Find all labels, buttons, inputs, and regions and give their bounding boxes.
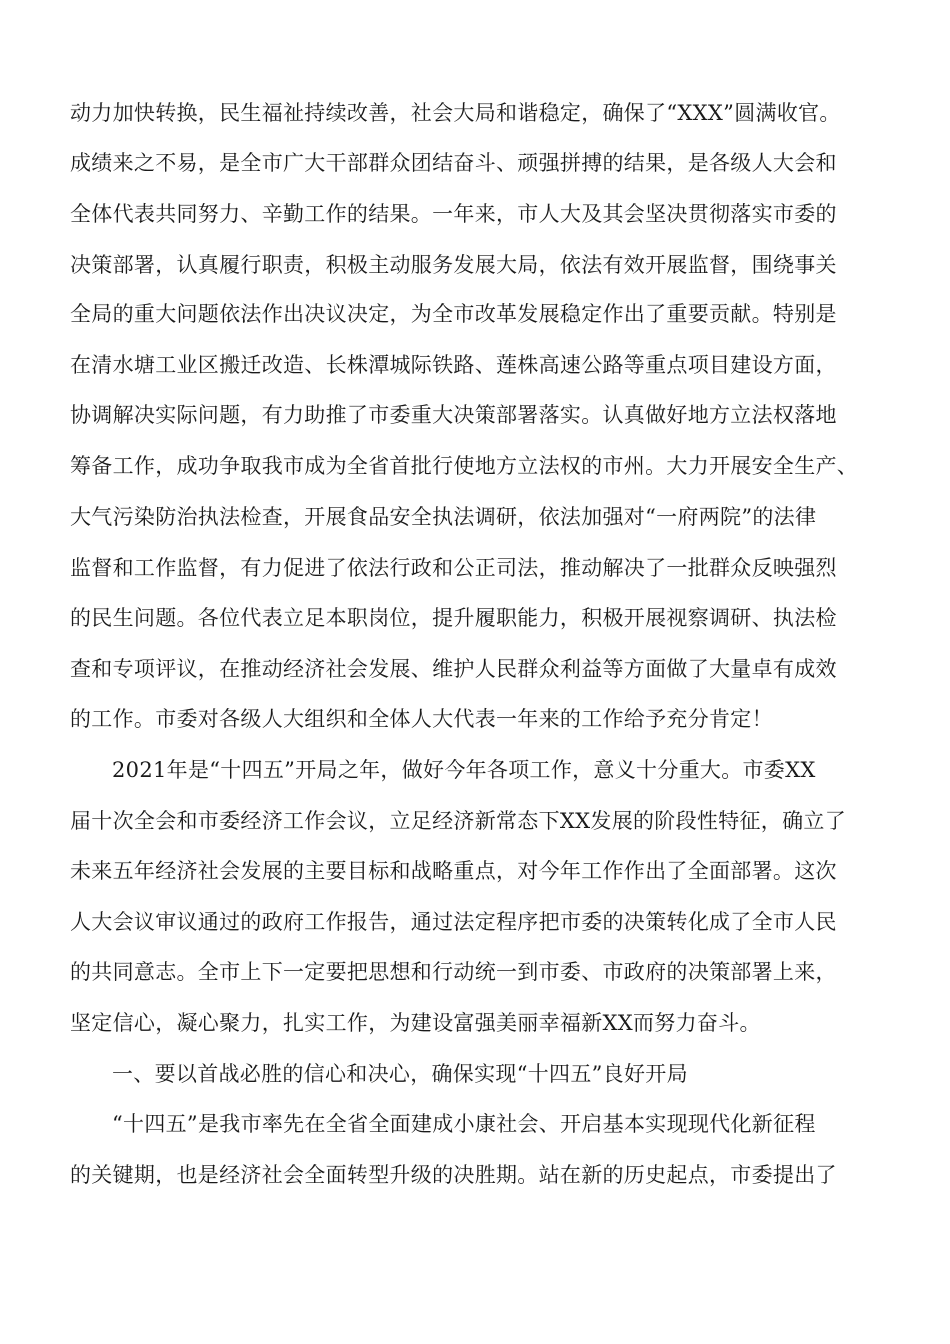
text-line: 全局的重大问题依法作出决议决定，为全市改革发展稳定作出了重要贡献。特别是 (70, 302, 837, 326)
paragraph-start-line: “十四五”是我市率先在全省全面建成小康社会、开启基本实现现代化新征程 (112, 1112, 816, 1136)
text-line: 的工作。市委对各级人大组织和全体人大代表一年来的工作给予充分肯定！ (70, 707, 773, 731)
text-line: 监督和工作监督，有力促进了依法行政和公正司法，推动解决了一批群众反映强烈 (70, 556, 837, 580)
text-line: 大气污染防治执法检查，开展食品安全执法调研，依法加强对“一府两院”的法律 (70, 505, 817, 529)
text-line: 决策部署，认真履行职责，积极主动服务发展大局，依法有效开展监督，围绕事关 (70, 253, 837, 277)
text-line: 坚定信心，凝心聚力，扎实工作，为建设富强美丽幸福新XX而努力奋斗。 (70, 1011, 761, 1035)
text-line: 的共同意志。全市上下一定要把思想和行动统一到市委、市政府的决策部署上来， (70, 960, 837, 984)
text-line: 动力加快转换，民生福祉持续改善，社会大局和谐稳定，确保了“XXX”圆满收官。 (70, 101, 841, 125)
text-line: 的关键期，也是经济社会全面转型升级的决胜期。站在新的历史起点，市委提出了 (70, 1163, 837, 1187)
section-heading: 一、要以首战必胜的信心和决心，确保实现“十四五”良好开局 (112, 1062, 688, 1086)
text-line: 全体代表共同努力、辛勤工作的结果。一年来，市人大及其会坚决贯彻落实市委的 (70, 202, 837, 226)
text-line: 筹备工作，成功争取我市成为全省首批行使地方立法权的市州。大力开展安全生产、 (70, 454, 859, 478)
text-line: 届十次全会和市委经济工作会议，立足经济新常态下XX发展的阶段性特征，确立了 (70, 809, 846, 833)
text-line: 成绩来之不易，是全市广大干部群众团结奋斗、顽强拼搏的结果，是各级人大会和 (70, 151, 837, 175)
text-line: 人大会议审议通过的政府工作报告，通过法定程序把市委的决策转化成了全市人民 (70, 910, 837, 934)
paragraph-start-line: 2021年是“十四五”开局之年，做好今年各项工作，意义十分重大。市委XX (112, 758, 816, 782)
text-line: 未来五年经济社会发展的主要目标和战略重点，对今年工作作出了全面部署。这次 (70, 859, 837, 883)
text-line: 在清水塘工业区搬迁改造、长株潭城际铁路、莲株高速公路等重点项目建设方面， (70, 353, 837, 377)
text-line: 查和专项评议，在推动经济社会发展、维护人民群众利益等方面做了大量卓有成效 (70, 657, 837, 681)
text-line: 的民生问题。各位代表立足本职岗位，提升履职能力，积极开展视察调研、执法检 (70, 606, 837, 630)
text-line: 协调解决实际问题，有力助推了市委重大决策部署落实。认真做好地方立法权落地 (70, 403, 837, 427)
